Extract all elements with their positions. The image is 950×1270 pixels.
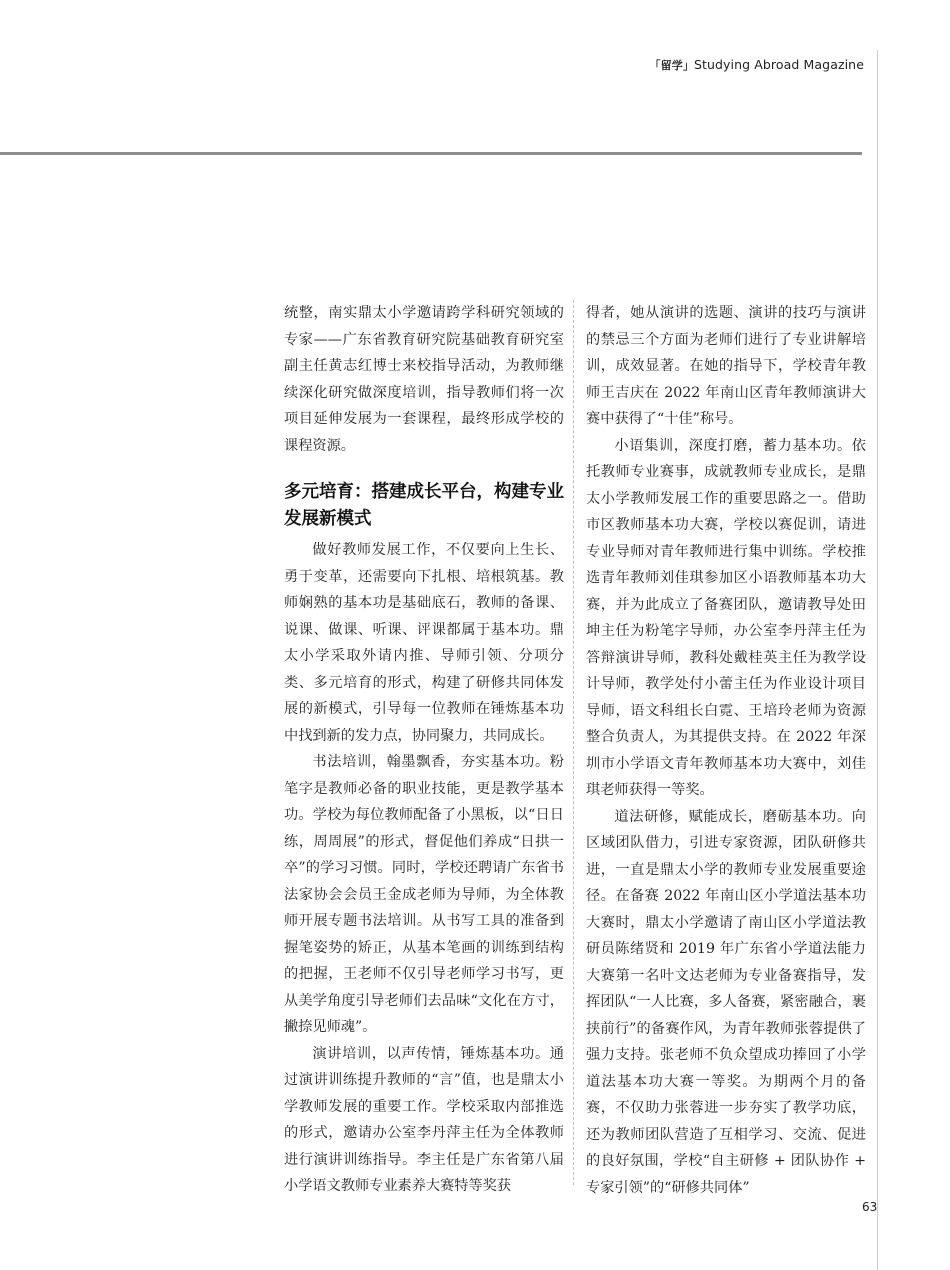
page-number: 63 <box>862 1200 878 1214</box>
magazine-title: Studying Abroad Magazine <box>693 57 864 72</box>
column-separator <box>573 300 574 1185</box>
paragraph: 书法培训，翰墨飘香，夯实基本功。粉笔字是教师必备的职业技能，更是教学基本功。学校为每位教师配备了小黑板，以“日日练，周周展”的形式，督促他们养成“日拱一卒”的学习习惯。同时，学校还聘请广东省书法家协会会员王金成老师为导师，为全体教师开展专题书法培训。从书写工具的准备到握笔姿势的矫正，从基本笔画的训练到结构的把握，王老师不仅引导老师学习书写，更从美学角度引导老师们去品味“文化在方寸，撇捺见师魂”。 <box>284 754 564 1035</box>
paragraph: 小语集训，深度打磨，蓄力基本功。依托教师专业赛事，成就教师专业成长，是鼎太小学教师发展工作的重要思路之一。借助市区教师基本功大赛，学校以赛促训，请进专业导师对青年教师进行集中训练。学校推选青年教师刘佳琪参加区小语教师基本功大赛，并为此成立了备赛团队，邀请教导处田坤主任为粉笔字导师，办公室李丹萍主任为答辩演讲导师，教科处戴桂英主任为教学设计导师，教学处付小蕾主任为作业设计项目导师，语文科组长白霓、王培玲老师为资源整合负责人，为其提供支持。在 2022 年深圳市小学语文青年教师基本功大赛中，刘佳琪老师获得一等奖。 <box>586 437 866 798</box>
paragraph: 得者，她从演讲的选题、演讲的技巧与演讲的禁忌三个方面为老师们进行了专业讲解培训，成效显著。在她的指导下，学校青年教师王吉庆在 2022 年南山区青年教师演讲大赛中获得了“十佳”称号。 <box>586 305 866 427</box>
running-header <box>650 57 864 73</box>
margin-rule <box>877 50 878 1270</box>
paragraph: 道法研修，赋能成长，磨砺基本功。向区域团队借力，引进专家资源，团队研修共进，一直是鼎太小学的教师专业发展重要途径。在备赛 2022 年南山区小学道法基本功大赛时，鼎太小学邀请了南山区小学道法教研员陈绪贤和 2019 年广东省小学道法能力大赛第一名叶文达老师为专业备赛指导，发挥团队“一人比赛，多人备赛，紧密融合，裹挟前行”的备赛作风，为青年教师张蓉提供了强力支持。张老师不负众望成功捧回了小学道法基本功大赛一等奖。为期两个月的备赛，不仅助力张蓉进一步夯实了教学功底，还为教师团队营造了互相学习、交流、促进的良好氛围，学校“自主研修 + 团队协作 + 专家引领”的“研修共同体” <box>586 808 866 1196</box>
right-column <box>586 300 866 1201</box>
section-divider <box>0 152 862 155</box>
paragraph: 统整，南实鼎太小学邀请跨学科研究领域的专家——广东省教育研究院基础教育研究室副主任黄志红博士来校指导活动，为教师继续深化研究做深度培训，指导教师们将一次项目延伸发展为一套课程，最终形成学校的课程资源。 <box>284 305 564 454</box>
section-heading: 多元培育：搭建成长平台，构建专业发展新模式 <box>284 482 564 529</box>
left-column <box>284 300 564 1200</box>
paragraph: 做好教师发展工作，不仅要向上生长、勇于变革，还需要向下扎根、培根筑基。教师娴熟的基本功是基础底石，教师的备课、说课、做课、听课、评课都属于基本功。鼎太小学采取外请内推、导师引领、分项分类、多元培育的形式，构建了研修共同体发展的新模式，引导每一位教师在锤炼基本功中找到新的发力点，协同聚力，共同成长。 <box>284 542 564 744</box>
magazine-brand: 「留学」 <box>649 59 694 72</box>
paragraph: 演讲培训，以声传情，锤炼基本功。通过演讲训练提升教师的“言”值，也是鼎太小学教师发展的重要工作。学校采取内部推选的形式，邀请办公室李丹萍主任为全体教师进行演讲训练指导。李主任是广东省第八届小学语文教师专业素养大赛特等奖获 <box>284 1045 564 1194</box>
